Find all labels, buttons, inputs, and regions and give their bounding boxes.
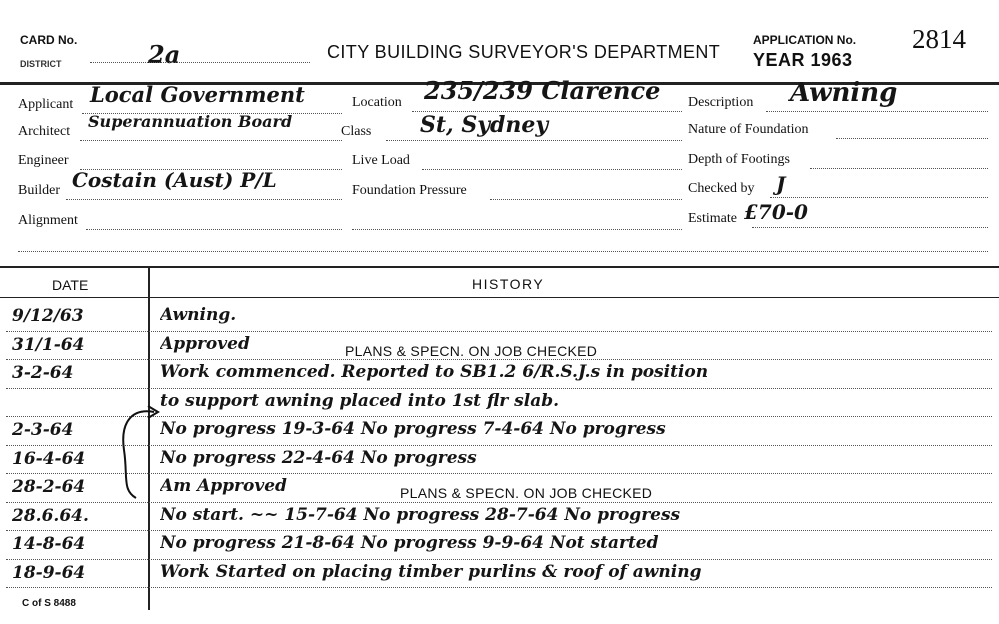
history-entry: Am Approved [160, 476, 287, 496]
live-load-line [422, 169, 682, 170]
history-date: 16-4-64 [12, 448, 86, 469]
description-label: Description [688, 95, 754, 110]
class-label: Class [341, 124, 372, 139]
description-value: Awning [790, 78, 898, 108]
history-date: 18-9-64 [12, 562, 86, 583]
history-entry: No progress 21-8-64 No progress 9-9-64 Not started [160, 533, 659, 553]
description-line [766, 111, 988, 112]
connector-bracket [112, 398, 160, 508]
district-label: DISTRICT [20, 59, 62, 69]
year: YEAR 1963 [753, 50, 853, 70]
history-header: HISTORY [472, 276, 545, 292]
foundation-pressure-line [490, 199, 682, 200]
builder-value: Costain (Aust) P/L [72, 168, 277, 192]
estimate-label: Estimate [688, 211, 737, 226]
estimate-value: £70-0 [744, 200, 808, 224]
date-header: DATE [52, 277, 89, 293]
estimate-line [752, 227, 988, 228]
application-number: 2814 [912, 24, 966, 54]
class-line [386, 140, 682, 141]
checked-line [770, 197, 988, 198]
history-entry: Awning. [160, 305, 237, 325]
applicant-label: Applicant [18, 97, 74, 112]
alignment-label: Alignment [18, 213, 78, 228]
history-entry: No start. ~~ 15-7-64 No progress 28-7-64 No progress [160, 504, 681, 525]
plans-checked-stamp: PLANS & SPECN. ON JOB CHECKED [400, 485, 653, 501]
checked-by-label: Checked by [688, 181, 755, 196]
architect-value: Superannuation Board [88, 112, 293, 131]
history-entry: No progress 19-3-64 No progress 7-4-64 No progress [160, 419, 666, 439]
live-load-label: Live Load [352, 153, 410, 168]
fields-bottom-line [18, 251, 988, 252]
department-title: CITY BUILDING SURVEYOR'S DEPARTMENT [327, 42, 721, 62]
form-number: C of S 8488 [22, 598, 76, 609]
col2-bottom-line [352, 229, 682, 230]
depth-line [810, 168, 988, 169]
card-no-label: CARD No. [20, 33, 78, 47]
history-header-rule [0, 297, 999, 298]
checked-by-value: J [776, 172, 786, 196]
plans-checked-stamp: PLANS & SPECN. ON JOB CHECKED [345, 342, 598, 359]
history-date: 31/1-64 [12, 334, 85, 355]
history-entry: to support awning placed into 1st flr slab. [160, 390, 560, 411]
history-row-line [6, 559, 992, 560]
history-row-line [6, 331, 992, 332]
foundation-pressure-label: Foundation Pressure [352, 183, 467, 198]
location-label: Location [352, 95, 402, 110]
location-value: 235/239 Clarence [424, 76, 661, 105]
builder-label: Builder [18, 183, 60, 198]
history-date: 3-2-64 [12, 363, 74, 383]
history-date: 28-2-64 [12, 477, 86, 497]
history-entry: Work Started on placing timber purlins & roof of awning [160, 561, 702, 582]
nature-of-foundation-label: Nature of Foundation [688, 122, 809, 137]
history-row-line [6, 388, 992, 389]
history-entry: No progress 22-4-64 No progress [160, 447, 477, 468]
nature-line [836, 138, 988, 139]
applicant-value: Local Government [90, 82, 305, 107]
card-no-value: 2a [148, 40, 181, 69]
history-entry: Work commenced. Reported to SB1.2 6/R.S.J.s in position [160, 362, 709, 382]
class-value: St, Sydney [420, 112, 549, 138]
history-date: 14-8-64 [12, 534, 86, 554]
history-row-line [6, 359, 992, 360]
history-row-line [6, 587, 992, 588]
alignment-line [86, 229, 342, 230]
architect-label: Architect [18, 124, 71, 139]
history-date: 2-3-64 [12, 420, 74, 440]
builder-line [66, 199, 342, 200]
history-date: 28.6.64. [12, 505, 89, 526]
depth-of-footings-label: Depth of Footings [688, 152, 790, 167]
architect-line [80, 140, 342, 141]
history-row-line [6, 530, 992, 531]
engineer-label: Engineer [18, 153, 69, 168]
card-no-line [90, 62, 310, 63]
application-label: APPLICATION No. [753, 33, 857, 47]
history-date: 9/12/63 [12, 306, 84, 326]
history-entry: Approved [160, 333, 250, 354]
